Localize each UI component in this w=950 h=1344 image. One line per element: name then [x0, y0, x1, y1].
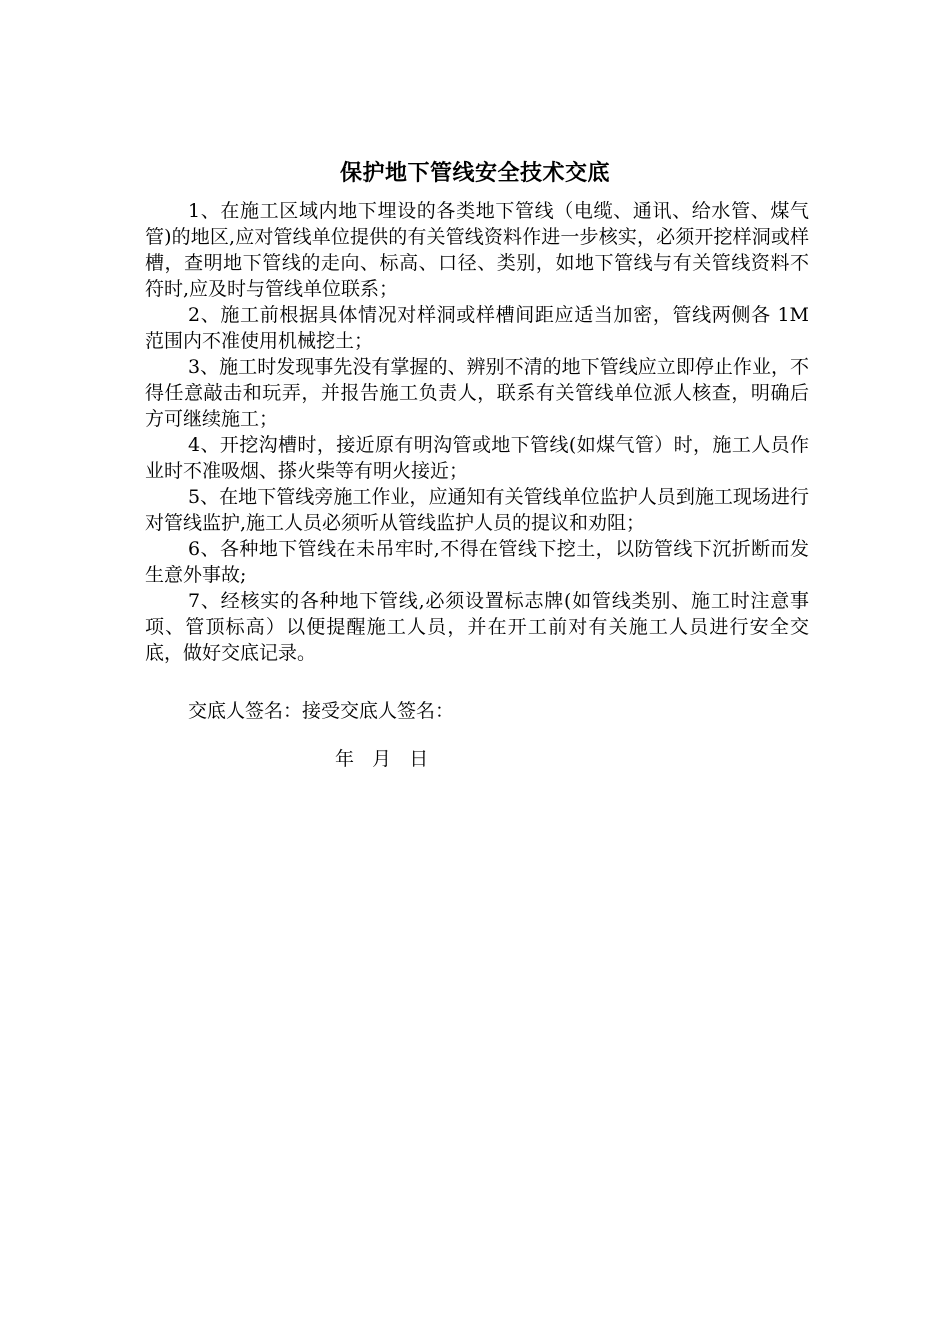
paragraph-2: 2、施工前根据具体情况对样洞或样槽间距应适当加密，管线两侧各 1M 范围内不准使用机械挖土；	[145, 304, 809, 352]
paragraph-1: 1、在施工区域内地下埋设的各类地下管线（电缆、通讯、给水管、煤气管)的地区,应对管线单位提供的有关管线资料作进一步核实，必须开挖样洞或样槽，查明地下管线的走向、标高、口径、类别，如地下管线与有关管线资料不符时,应及时与管线单位联系；	[145, 200, 809, 300]
document-title: 保护地下管线安全技术交底	[339, 161, 610, 186]
date-line: 年 月 日	[335, 748, 429, 770]
paragraph-4: 4、开挖沟槽时，接近原有明沟管或地下管线(如煤气管）时，施工人员作业时不准吸烟、搽火柴等有明火接近；	[145, 434, 809, 482]
document-body	[145, 198, 809, 666]
paragraph-3: 3、施工时发现事先没有掌握的、辨别不清的地下管线应立即停止作业，不得任意敲击和玩弄，并报告施工负责人，联系有关管线单位派人核查，明确后方可继续施工；	[145, 356, 809, 430]
signature-line: 交底人签名：接受交底人签名：	[188, 700, 455, 722]
paragraph-7: 7、经核实的各种地下管线,必须设置标志牌(如管线类别、施工时注意事项、管顶标高）以便提醒施工人员，并在开工前对有关施工人员进行安全交底，做好交底记录。	[145, 590, 809, 664]
paragraph-5: 5、在地下管线旁施工作业，应通知有关管线单位监护人员到施工现场进行对管线监护,施工人员必须听从管线监护人员的提议和劝阻；	[145, 486, 809, 534]
paragraph-6: 6、各种地下管线在未吊牢时,不得在管线下挖土，以防管线下沉折断而发生意外事故;	[145, 538, 809, 586]
